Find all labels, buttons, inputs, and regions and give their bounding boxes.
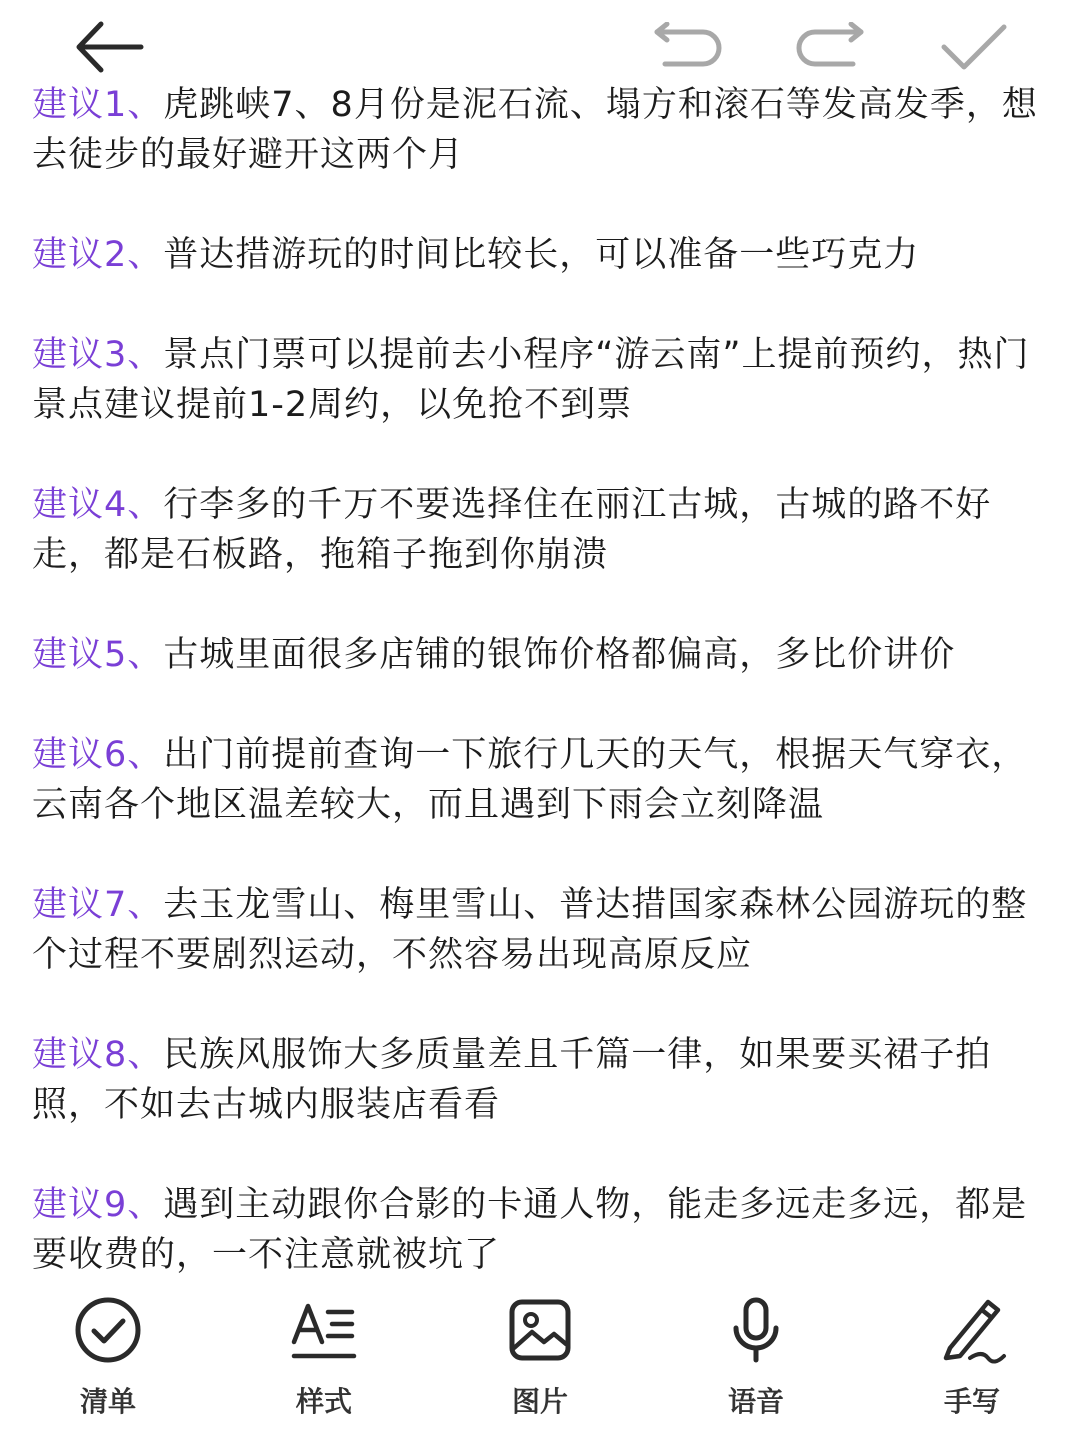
tip-paragraph [32,230,1042,280]
tip-label: 建议1、 [32,85,164,125]
bottom-toolbar [0,1290,1080,1440]
tip-text: 去玉龙雪山、梅里雪山、普达措国家森林公园游玩的整个过程不要剧烈运动，不然容易出现高原反应 [32,885,1028,975]
note-body[interactable] [32,80,1042,1330]
tip-paragraph [32,730,1042,830]
tip-paragraph [32,1030,1042,1130]
tip-label: 建议6、 [32,735,164,775]
tool-label: 清单 [79,1385,136,1418]
tip-text: 景点门票可以提前去小程序“游云南”上提前预约，热门景点建议提前1-2周约，以免抢不到票 [32,335,1030,425]
tool-label: 样式 [295,1385,352,1418]
image-icon [504,1294,576,1366]
checklist-button[interactable] [28,1290,188,1430]
tip-label: 建议5、 [32,635,164,675]
tip-label: 建议8、 [32,1035,164,1075]
tip-label: 建议7、 [32,885,164,925]
top-toolbar [0,0,1080,90]
tip-paragraph [32,330,1042,430]
tip-paragraph [32,630,1042,680]
tip-paragraph [32,1180,1042,1280]
tip-text: 遇到主动跟你合影的卡通人物，能走多远走多远，都是要收费的，一不注意就被坑了 [32,1185,1028,1275]
tip-text: 普达措游玩的时间比较长，可以准备一些巧克力 [163,235,920,275]
done-button[interactable] [936,14,1012,80]
tip-text: 古城里面很多店铺的银饰价格都偏高，多比价讲价 [163,635,956,675]
microphone-icon [720,1294,792,1366]
handwrite-button[interactable] [892,1290,1052,1430]
tip-text: 出门前提前查询一下旅行几天的天气，根据天气穿衣，云南各个地区温差较大，而且遇到下雨会立刻降温 [32,735,1028,825]
image-button[interactable] [460,1290,620,1430]
text-style-button[interactable] [244,1290,404,1430]
checkmark-icon [940,21,1008,73]
back-button[interactable] [66,10,150,84]
redo-button[interactable] [792,16,868,78]
tip-label: 建议4、 [32,485,164,525]
arrow-left-icon [71,16,145,78]
tool-label: 图片 [511,1385,568,1418]
redo-icon [795,22,865,72]
pen-icon [936,1294,1008,1366]
tip-paragraph [32,480,1042,580]
voice-button[interactable] [676,1290,836,1430]
tip-text: 民族风服饰大多质量差且千篇一律，如果要买裙子拍照，不如去古城内服装店看看 [32,1035,992,1125]
tool-label: 手写 [943,1385,1000,1418]
checklist-icon [72,1294,144,1366]
tip-text: 行李多的千万不要选择住在丽江古城，古城的路不好走，都是石板路，拖箱子拖到你崩溃 [32,485,992,575]
tip-text: 虎跳峡7、8月份是泥石流、塌方和滚石等发高发季，想去徒步的最好避开这两个月 [32,85,1038,175]
tool-label: 语音 [727,1385,784,1418]
text-style-icon [288,1294,360,1366]
tip-label: 建议9、 [32,1185,164,1225]
tip-paragraph [32,80,1042,180]
undo-icon [653,22,723,72]
tip-label: 建议2、 [32,235,164,275]
tip-paragraph [32,880,1042,980]
tip-label: 建议3、 [32,335,164,375]
undo-button[interactable] [650,16,726,78]
